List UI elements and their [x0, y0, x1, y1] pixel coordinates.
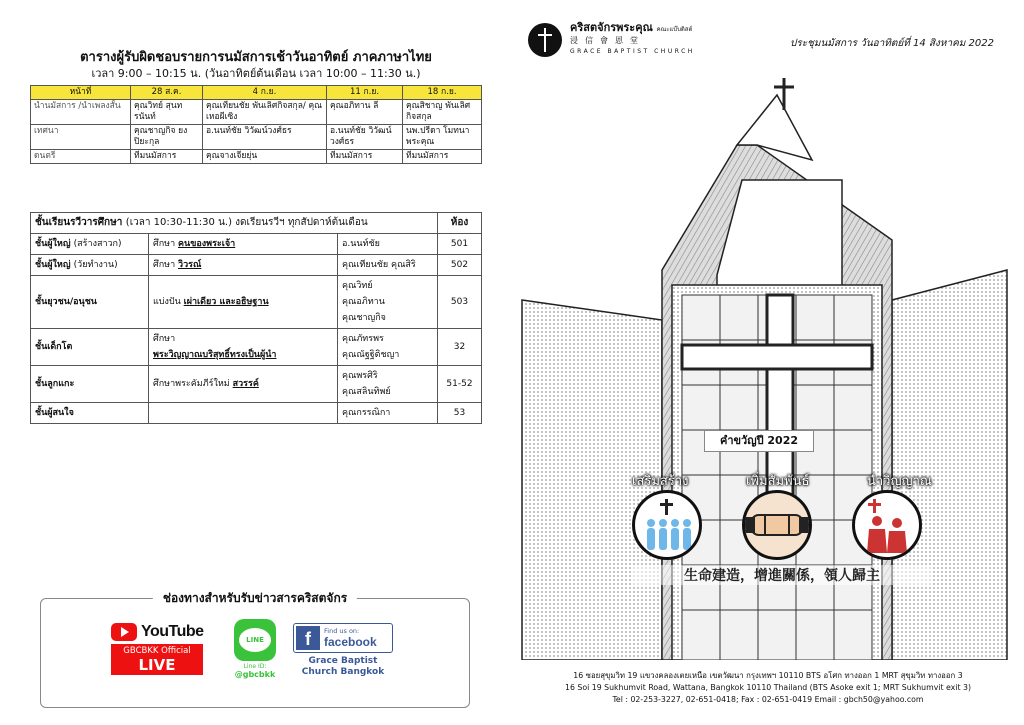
address-english: 16 Soi 19 Sukhumvit Road, Wattana, Bangkok 10110 Thailand (BTS Asoke exit 1; MRT Sukhumvit exit 3) [564, 683, 971, 692]
duty-cell: คุณชาญกิจ ยงปิยะกุล [131, 125, 203, 150]
table-row [31, 403, 482, 424]
duty-cell: คุณสิชาญ พันเลิศกิจสกุล [403, 100, 482, 125]
topic-title: วิวรณ์ [178, 260, 202, 270]
teacher-name: คุณสลินทิพย์ [342, 387, 391, 397]
duty-cell: คุณอภิทาน ลี [327, 100, 403, 125]
motto-chinese: 生命建造，增進關係，領人歸主 [632, 565, 932, 585]
address-thai: 16 ซอยสุขุมวิท 19 แขวงคลองเตยเหนือ เขตวัฒนา กรุงเทพฯ 10110 BTS อโศก ทางออก 1 MRT สุขุมวิท ทางออก 3 [573, 671, 963, 680]
topic-prefix: แบ่งปัน [153, 297, 181, 307]
youtube-channel-name: GBCBKK Official [123, 646, 191, 656]
congregation-icon [632, 490, 702, 560]
facebook-find-us: Find us on: [324, 627, 360, 635]
room-cell: 503 [438, 276, 482, 329]
room-cell: 51-52 [438, 366, 482, 403]
facebook-link[interactable] [293, 623, 393, 678]
table-row [31, 234, 482, 255]
news-channels-box [40, 591, 470, 708]
role-cell: เทศนา [31, 125, 131, 150]
facebook-page-name [293, 656, 393, 678]
duty-cell: อ.นนท์ชัย วิวัฒน์วงศ์ธร [203, 125, 327, 150]
youtube-logo [111, 623, 211, 641]
teacher-name: คุณเทียนชัย คุณสิริ [342, 260, 416, 270]
class-table-header [31, 213, 438, 234]
evangelism-icon [852, 490, 922, 560]
teacher-name: คุณวิทย์ [342, 281, 373, 291]
contact-info: Tel : 02-253-3227, 02-651-0418; Fax : 02-651-0419 Email : gbch50@yahoo.com [612, 695, 924, 704]
youtube-channel-badge [111, 644, 203, 675]
motto-word: นำวิญญาณ [866, 474, 932, 489]
teacher-cell [338, 234, 438, 255]
line-app-icon [234, 619, 276, 661]
service-date: ประชุมนมัสการ วันอาทิตย์ที่ 14 สิงหาคม 2022 [789, 38, 994, 49]
topic-title: คนของพระเจ้า [178, 239, 236, 249]
teacher-name: คุณณัฐฐิติชญา [342, 350, 400, 360]
motto-word: เสริมสร้าง [632, 474, 689, 489]
class-name-cell: ชั้นลูกแกะ [31, 366, 149, 403]
sunday-school-table [30, 212, 482, 424]
table-row [31, 255, 482, 276]
teacher-name: อ.นนท์ชัย [342, 239, 380, 249]
column-header: หน้าที่ [31, 86, 131, 100]
table-row [31, 329, 482, 366]
facebook-f-icon: f [296, 626, 320, 650]
teacher-cell [338, 329, 438, 366]
class-note: (วัยทำงาน) [73, 260, 118, 270]
line-handle: @gbcbkk [234, 670, 276, 679]
right-page [512, 0, 1024, 725]
room-cell: 32 [438, 329, 482, 366]
youtube-link[interactable] [111, 623, 211, 675]
class-note: (สร้างสาวก) [73, 239, 122, 249]
topic-cell [149, 403, 338, 424]
column-header: 28 ส.ค. [131, 86, 203, 100]
duty-cell: นพ.ปรีดา โมทนาพระคุณ [403, 125, 482, 150]
room-cell: 502 [438, 255, 482, 276]
table-row [31, 125, 482, 150]
teacher-name: คุณกรรณิกา [342, 408, 391, 418]
line-id-label: Line ID: [243, 663, 267, 670]
duty-cell: ทีมนมัสการ [403, 150, 482, 164]
teacher-name: คุณอภิทาน [342, 297, 385, 307]
youtube-wordmark: YouTube [141, 623, 204, 640]
class-name-cell: ชั้นยุวชน/อนุชน [31, 276, 149, 329]
column-header: 4 ก.ย. [203, 86, 327, 100]
line-link[interactable] [230, 619, 280, 679]
room-cell: 501 [438, 234, 482, 255]
cross-logo-icon [528, 23, 562, 57]
channels-title: ช่องทางสำหรับรับข่าวสารคริสตจักร [153, 589, 357, 608]
table-row [31, 276, 482, 329]
duty-cell: ทีมนมัสการ [131, 150, 203, 164]
motto-thai [632, 470, 932, 491]
church-name-thai: คริสตจักรพระคุณ [570, 21, 653, 34]
column-header: 11 ก.ย. [327, 86, 403, 100]
facebook-page-name-line: Church Bangkok [301, 667, 385, 677]
duty-cell: คุณจางเจียยุ่น [203, 150, 327, 164]
teacher-cell [338, 276, 438, 329]
teacher-name: คุณภัทรพร [342, 334, 384, 344]
duty-cell: ทีมนมัสการ [327, 150, 403, 164]
teacher-name: คุณพรศิริ [342, 371, 378, 381]
motto-word: เพิ่มสัมพันธ์ [746, 474, 810, 489]
line-wordmark: LINE [239, 628, 271, 652]
topic-prefix: ศึกษา [153, 239, 176, 249]
topic-prefix: ศึกษา [153, 334, 176, 344]
duty-cell: คุณเทียนชัย พันเลิศกิจสกุล/ คุณเหอผีเซิง [203, 100, 327, 125]
topic-prefix: ศึกษาพระคัมภีร์ใหม่ [153, 379, 230, 389]
teacher-cell [338, 366, 438, 403]
teacher-cell [338, 255, 438, 276]
table-header-row [31, 86, 482, 100]
church-denomination: คณะแบ๊บติสต์ [656, 26, 693, 33]
motto-icons [632, 490, 922, 560]
class-name-cell: ชั้นผู้สนใจ [31, 403, 149, 424]
role-cell: ดนตรี [31, 150, 131, 164]
topic-cell [149, 255, 338, 276]
schedule-subtitle: เวลา 9:00 – 10:15 น. (วันอาทิตย์ต้นเดือน เวลา 10:00 – 11:30 น.) [91, 67, 421, 80]
teacher-cell [338, 403, 438, 424]
column-header: 18 ก.ย. [403, 86, 482, 100]
table-row [31, 150, 482, 164]
table-row [31, 366, 482, 403]
role-cell: นำนมัสการ /นำเพลงสั้น [31, 100, 131, 125]
table-row [31, 100, 482, 125]
class-name: ชั้นผู้ใหญ่ [35, 260, 71, 270]
schedule-title: ตารางผู้รับผิดชอบรายการนมัสการเช้าวันอาทิตย์ ภาคภาษาไทย [80, 50, 432, 65]
handshake-icon [742, 490, 812, 560]
church-logo [528, 22, 695, 57]
church-name-english: GRACE BAPTIST CHURCH [570, 48, 695, 55]
youtube-play-icon [111, 623, 137, 641]
topic-cell [149, 276, 338, 329]
room-cell: 53 [438, 403, 482, 424]
class-name-cell: ชั้นเด็กโต [31, 329, 149, 366]
topic-title: เผ่าเดียว และอธิษฐาน [183, 297, 269, 307]
topic-cell [149, 366, 338, 403]
church-address [512, 670, 1024, 706]
topic-title: พระวิญญาณบริสุทธิ์ทรงเป็นผู้นำ [153, 350, 277, 360]
motto-title: คำขวัญปี 2022 [704, 430, 814, 452]
topic-prefix: ศึกษา [153, 260, 176, 270]
topic-title: สวรรค์ [232, 379, 259, 389]
teacher-name: คุณชาญกิจ [342, 313, 386, 323]
table-header-row [31, 213, 482, 234]
duty-cell: อ.นนท์ชัย วิวัฒน์วงศ์ธร [327, 125, 403, 150]
class-header-note: (เวลา 10:30-11:30 น.) งดเรียนรวีฯ ทุกสัปดาห์ต้นเดือน [125, 217, 368, 228]
class-header-title: ชั้นเรียนรวีวารศึกษา [35, 217, 123, 228]
duty-cell: คุณวิทย์ สุนทรนันท์ [131, 100, 203, 125]
church-name-chinese: 浸信會恩堂 [570, 36, 645, 45]
topic-cell [149, 234, 338, 255]
room-header: ห้อง [438, 213, 482, 234]
facebook-page-name-line: Grace Baptist [308, 656, 378, 666]
class-name: ชั้นผู้ใหญ่ [35, 239, 71, 249]
facebook-wordmark: facebook [324, 635, 377, 649]
youtube-live-label: LIVE [138, 656, 176, 674]
class-name-cell [31, 255, 149, 276]
topic-cell [149, 329, 338, 366]
duty-schedule-table [30, 85, 482, 164]
facebook-badge [293, 623, 393, 653]
class-name-cell [31, 234, 149, 255]
